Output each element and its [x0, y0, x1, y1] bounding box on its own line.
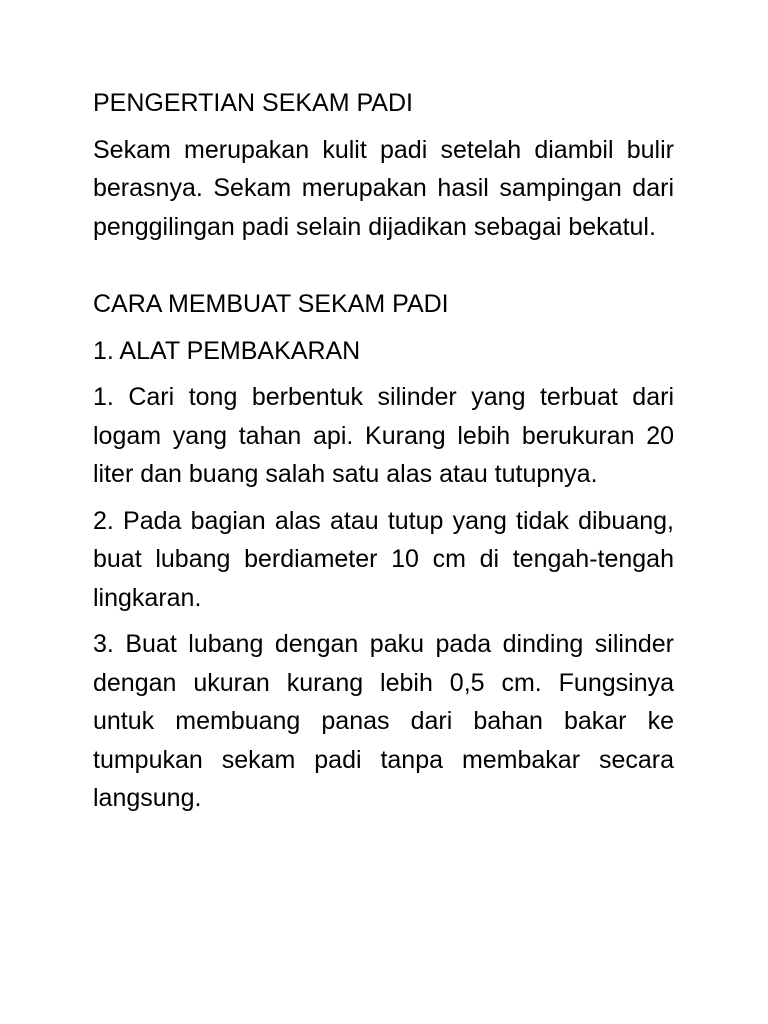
section-title-pengertian: PENGERTIAN SEKAM PADI	[93, 89, 413, 117]
definition-paragraph: Sekam merupakan kulit padi setelah diambil bulir berasnya. Sekam merupakan hasil sampingan dari penggilingan padi selain dijadikan sebagai bekatul.	[93, 135, 674, 241]
subsection-title-alat: 1. ALAT PEMBAKARAN	[93, 336, 361, 365]
spacer	[93, 246, 674, 285]
section-title-cara-membuat: CARA MEMBUAT SEKAM PADI	[93, 290, 449, 318]
spacer	[93, 494, 674, 502]
spacer	[93, 123, 674, 131]
step-paragraph-3: 3. Buat lubang dengan paku pada dinding silinder dengan ukuran kurang lebih 0,5 cm. Fungsinya untuk membuang panas dari bahan bakar ke tumpukan sekam padi tanpa membakar secara langsung.	[93, 630, 674, 812]
spacer	[93, 324, 674, 332]
step-paragraph-2: 2. Pada bagian alas atau tutup yang tidak dibuang, buat lubang berdiameter 10 cm di tengah-tengah lingkaran.	[93, 506, 674, 612]
document-page	[93, 84, 674, 818]
spacer	[93, 617, 674, 625]
spacer	[93, 370, 674, 378]
step-paragraph-1: 1. Cari tong berbentuk silinder yang terbuat dari logam yang tahan api. Kurang lebih berukuran 20 liter dan buang salah satu alas atau tutupnya.	[93, 383, 674, 488]
